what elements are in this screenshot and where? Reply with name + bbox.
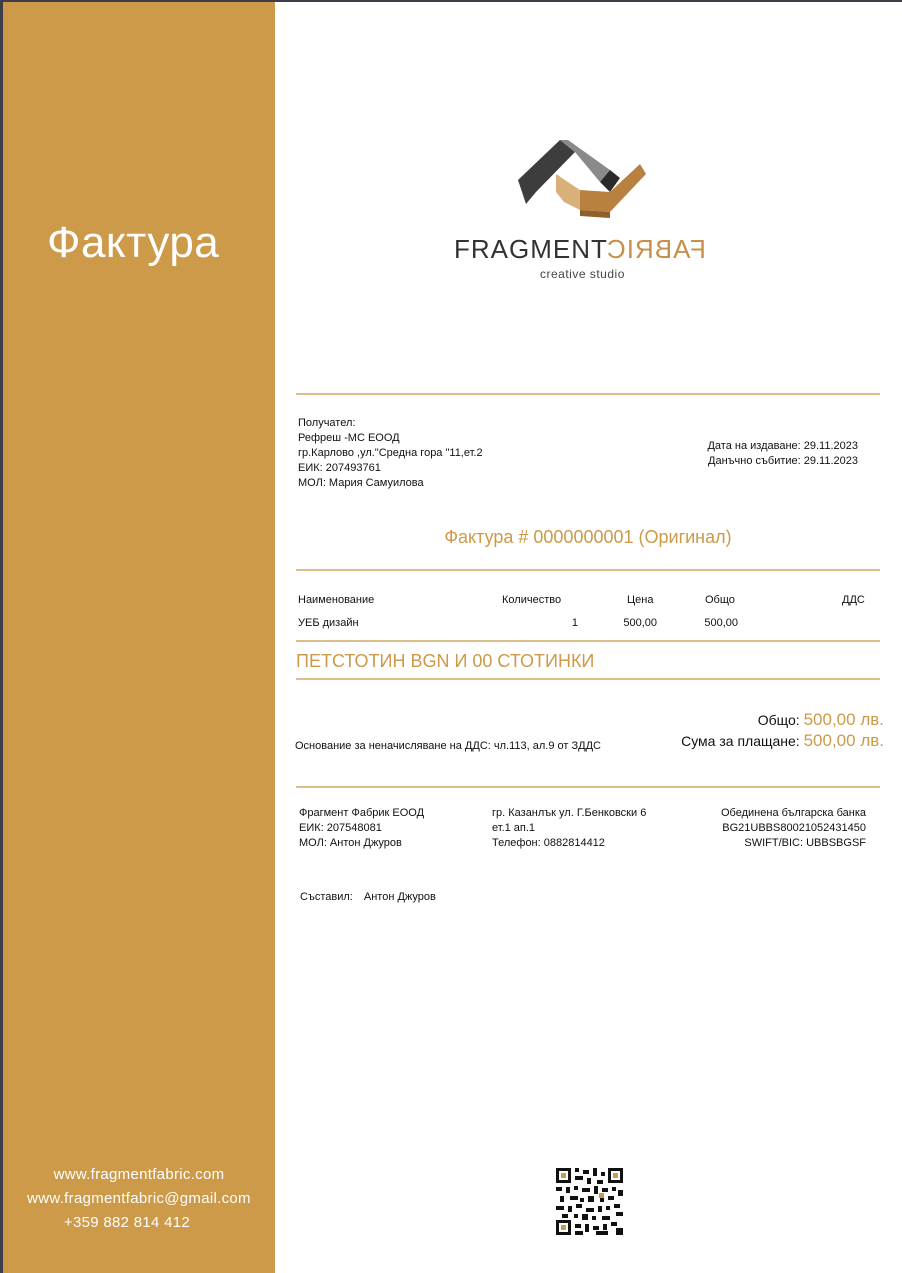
- tax-event-date: Данъчно събитие: 29.11.2023: [708, 455, 858, 467]
- author-label: Съставил:: [300, 891, 353, 903]
- logo-light-gold-shape: [556, 174, 580, 210]
- sidebar-title: Фактура: [47, 218, 220, 267]
- recipient-address: гр.Карлово ,ул."Средна гора "11,ет.2: [298, 447, 483, 459]
- author-line: [300, 890, 436, 905]
- col-header-total: Общо: [705, 594, 735, 606]
- email-link[interactable]: www.fragmentfabric@gmail.com: [27, 1190, 251, 1207]
- col-header-quantity: Количество: [502, 594, 562, 606]
- supplier-company: Фрагмент Фабрик ЕООД: [299, 807, 425, 819]
- recipient-company: Рефреш -МС ЕООД: [298, 432, 400, 444]
- pay-line: [681, 731, 884, 751]
- invoice-heading: Фактура # 0000000001 (Оригинал): [444, 527, 732, 547]
- col-header-vat: ДДС: [842, 594, 865, 606]
- pay-label: Сума за плащане:: [681, 733, 800, 749]
- row-total: 500,00: [704, 617, 738, 629]
- supplier-iban: BG21UBBS80021052431450: [722, 822, 866, 834]
- total-line: [758, 710, 884, 730]
- recipient-block: [298, 416, 483, 491]
- logo-name-part1: FRAGMENT: [454, 234, 608, 264]
- logo-gold-shape: [580, 164, 646, 212]
- row-price: 500,00: [623, 617, 657, 629]
- issue-date: Дата на издаване: 29.11.2023: [707, 440, 858, 452]
- total-value: 500,00 лв.: [803, 710, 884, 729]
- website-link[interactable]: www.fragmentfabric.com: [53, 1166, 225, 1183]
- supplier-swift: SWIFT/BIC: UBBSBGSF: [744, 837, 866, 849]
- sidebar: [3, 2, 275, 1273]
- recipient-label: Получател:: [298, 417, 356, 429]
- divider: [296, 393, 880, 395]
- supplier-address1: гр. Казанлък ул. Г.Бенковски 6: [492, 807, 647, 819]
- divider: [296, 786, 880, 788]
- supplier-bank: Обединена българска банка: [721, 807, 866, 819]
- author-name: Антон Джуров: [363, 891, 436, 903]
- pay-value: 500,00 лв.: [803, 731, 884, 750]
- recipient-eik: ЕИК: 207493761: [298, 462, 381, 474]
- supplier-mol: МОЛ: Антон Джуров: [299, 837, 402, 849]
- qr-code: [556, 1168, 623, 1235]
- supplier-eik: ЕИК: 207548081: [299, 822, 382, 834]
- vat-basis: Основание за неначисляване на ДДС: чл.113, ал.9 от ЗДДС: [295, 740, 601, 752]
- divider: [296, 678, 880, 680]
- divider: [296, 640, 880, 642]
- supplier-company-block: [299, 806, 424, 851]
- company-logo: [450, 130, 720, 290]
- recipient-mol: МОЛ: Мария Самуилова: [298, 477, 424, 489]
- row-name: УЕБ дизайн: [298, 617, 359, 629]
- col-header-name: Наименование: [298, 594, 375, 606]
- row-quantity: 1: [571, 617, 578, 629]
- col-header-price: Цена: [627, 594, 654, 606]
- logo-name-part2: FABRIC: [606, 234, 706, 264]
- supplier-bank-block: [721, 806, 866, 851]
- phone-text: +359 882 814 412: [63, 1214, 191, 1231]
- amount-in-words: ПЕТСТОТИН BGN И 00 СТОТИНКИ: [296, 651, 595, 671]
- supplier-address-block: [492, 806, 646, 851]
- divider: [296, 569, 880, 571]
- logo-tagline: creative studio: [540, 267, 625, 281]
- total-label: Общо:: [757, 712, 800, 728]
- supplier-phone: Телефон: 0882814412: [492, 837, 605, 849]
- supplier-address2: ет.1 ап.1: [492, 822, 536, 834]
- dates-block: [707, 439, 858, 469]
